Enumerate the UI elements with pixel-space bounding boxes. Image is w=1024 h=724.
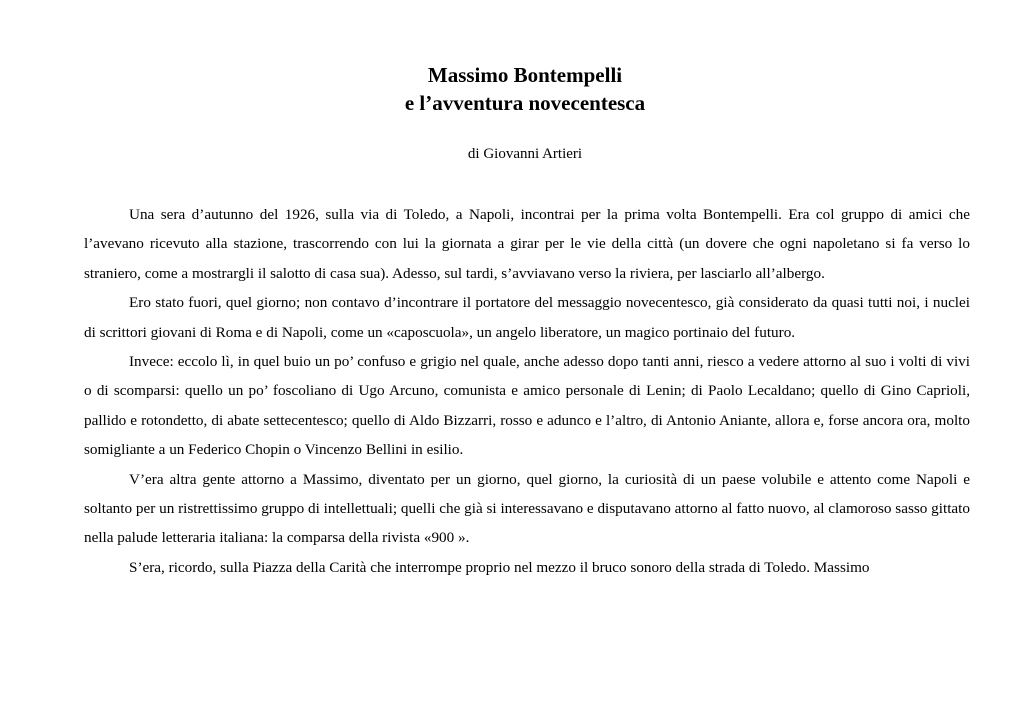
document-title [0,61,1024,117]
paragraph: Ero stato fuori, quel giorno; non contavo d’incontrare il portatore del messaggio novecentesco, già considerato da quasi tutti noi, i nuclei di scrittori giovani di Roma e di Napoli, come un «caposcuola», un angelo liberatore, un magico portinaio del futuro. [84,294,970,341]
author-byline: di Giovanni Artieri [467,146,583,162]
paragraph: Invece: eccolo lì, in quel buio un po’ confuso e grigio nel quale, anche adesso dopo tanti anni, riesco a vedere attorno al suo i volti di vivi o di scomparsi: quello un po’ foscoliano di Ugo Arcuno, comunista e amico personale di Lenin; di Paolo Lecaldano; quello di Gino Caprioli, pallido e rotondetto, di abate settecentesco; quello di Aldo Bizzarri, rosso e adunco e l’altro, di Antonio Aniante, allora e, forse ancora ora, molto somigliante a un Federico Chopin o Vincenzo Bellini in esilio. [84,353,970,459]
article-body [84,200,970,582]
title-line-1: Massimo Bontempelli [427,63,623,87]
paragraph: Una sera d’autunno del 1926, sulla via di Toledo, a Napoli, incontrai per la prima volta Bontempelli. Era col gruppo di amici che l’avevano ricevuto alla stazione, trascorrendo con lui la giornata a girar per le vie della città (un dovere che ogni napoletano si fa verso lo straniero, come a mostrargli il salotto di casa sua). Adesso, sul tardi, s’avviavano verso la riviera, per lasciarlo all’albergo. [84,206,970,282]
paragraph: S’era, ricordo, sulla Piazza della Carità che interrompe proprio nel mezzo il bruco sonoro della strada di Toledo. Massimo [129,558,870,576]
paragraph: V’era altra gente attorno a Massimo, diventato per un giorno, quel giorno, la curiosità di un paese volubile e attento come Napoli e soltanto per un ristrettissimo gruppo di intellettuali; quelli che già si interessavano e disputavano attorno al fatto nuovo, al clamoroso sasso gittato nella palude letteraria italiana: la comparsa della rivista «900 ». [84,470,970,547]
title-line-2: e l’avventura novecentesca [404,91,646,115]
